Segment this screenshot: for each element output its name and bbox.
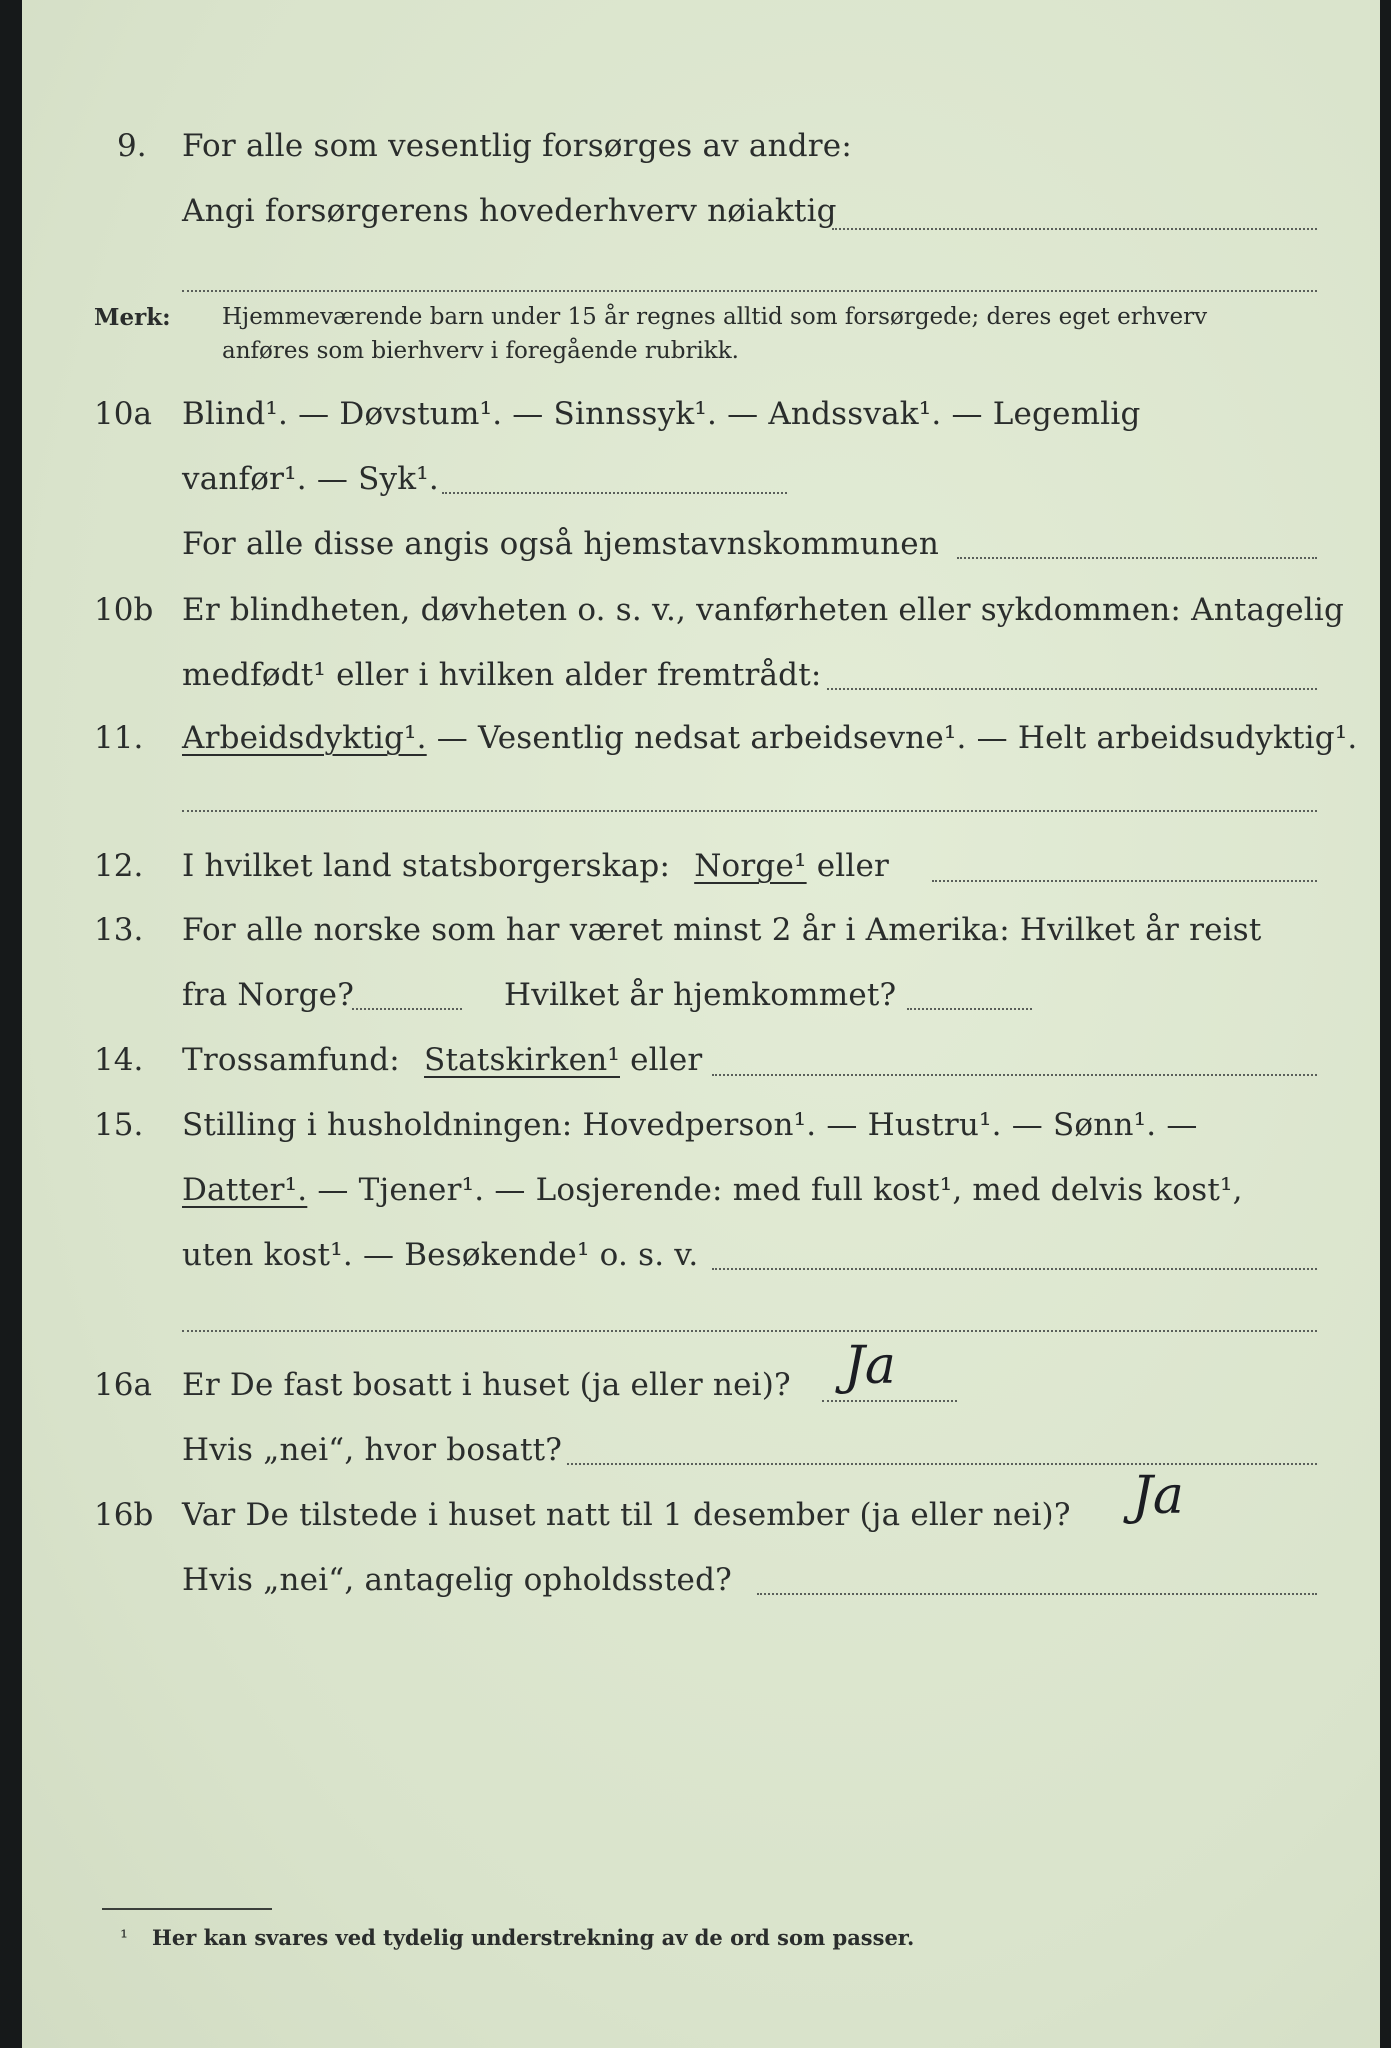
q11-option-arbeidsdyktig[interactable]: Arbeidsdyktig¹. [182,720,427,756]
merk-line1: Hjemmeværende barn under 15 år regnes alltid som forsørgede; deres eget erhverv [222,304,1208,330]
q16a-line1: Er De fast bosatt i huset (ja eller nei)? [182,1367,791,1403]
q15-line3: uten kost¹. — Besøkende¹ o. s. v. [182,1237,699,1273]
q13-year-left-line[interactable] [352,1008,462,1010]
q13-line1: For alle norske som har været minst 2 år i Amerika: Hvilket år reist [182,912,1262,948]
q16a-handwritten-answer: Ja [844,1336,896,1396]
q12-option-norge[interactable]: Norge¹ [694,848,807,884]
q10b-line1: Er blindheten, døvheten o. s. v., vanførheten eller sykdommen: Antagelig [182,592,1345,628]
q12-question: I hvilket land statsborgerskap: [182,848,671,884]
q10a-answer-line[interactable] [442,492,787,494]
q11-answer-line[interactable] [182,810,1317,812]
q12-answer-line[interactable] [932,880,1317,882]
q12-eller: eller [816,848,890,884]
q9-answer-line-2[interactable] [182,290,1317,292]
question-number-12: 12. [94,848,144,884]
q16a-line2: Hvis „nei“, hvor bosatt? [182,1432,563,1468]
q10b-line2: medfødt¹ eller i hvilken alder fremtrådt: [182,657,822,693]
q15-answer-line-2[interactable] [182,1330,1317,1332]
q9-line1: For alle som vesentlig forsørges av andre: [182,128,852,164]
question-number-11: 11. [94,720,144,756]
q9-line2: Angi forsørgerens hovederhverv nøiaktig [182,193,837,229]
footnote-mark: ¹ [120,1925,129,1949]
q16a-answer-line[interactable] [822,1400,957,1402]
merk-line2: anføres som bierhverv i foregående rubrikk. [222,338,739,364]
question-number-15: 15. [94,1107,144,1143]
merk-label: Merk: [94,304,171,331]
census-form-page [22,0,1380,2048]
q11-other-options: — Vesentlig nedsat arbeidsevne¹. — Helt arbeidsudyktig¹. [436,720,1358,756]
question-number-10a: 10a [94,396,152,432]
q15-option-datter[interactable]: Datter¹. [182,1172,308,1208]
q14-question: Trossamfund: [182,1042,400,1078]
q15-line2 [182,1172,1243,1208]
q16b-line2: Hvis „nei“, antagelig opholdssted? [182,1562,732,1598]
q13-year-returned-line[interactable] [907,1008,1032,1010]
q14-answer-line[interactable] [712,1074,1317,1076]
q9-answer-line[interactable] [832,228,1317,230]
q16b-line1: Var De tilstede i huset natt til 1 desember (ja eller nei)? [182,1497,1071,1533]
question-number-9: 9. [117,128,147,164]
q11-line [182,720,1357,756]
question-number-14: 14. [94,1042,144,1078]
q16b-handwritten-answer: Ja [1132,1466,1184,1526]
q15-line1: Stilling i husholdningen: Hovedperson¹. — Hustru¹. — Sønn¹. — [182,1107,1198,1143]
question-number-10b: 10b [94,592,154,628]
q10a-line3: For alle disse angis også hjemstavnskommunen [182,526,939,562]
q12-line [182,848,889,884]
q15-line2-rest: — Tjener¹. — Losjerende: med full kost¹, med delvis kost¹, [317,1172,1243,1208]
q10a-hometown-line[interactable] [957,557,1317,559]
q10b-answer-line[interactable] [827,688,1317,690]
q16b-place-line[interactable] [757,1593,1317,1595]
question-number-16a: 16a [94,1367,152,1403]
question-number-16b: 16b [94,1497,154,1533]
q14-line [182,1042,702,1078]
question-number-13: 13. [94,912,144,948]
q16a-where-line[interactable] [567,1463,1317,1465]
q10a-line2: vanfør¹. — Syk¹. [182,461,439,497]
q14-option-statskirken[interactable]: Statskirken¹ [424,1042,620,1078]
q15-answer-line[interactable] [712,1268,1317,1270]
q10a-line1: Blind¹. — Døvstum¹. — Sinnssyk¹. — Andssvak¹. — Legemlig [182,396,1141,432]
q13-line2b: Hvilket år hjemkommet? [504,977,897,1013]
footnote-rule [102,1908,272,1910]
q13-line2a: fra Norge? [182,977,355,1013]
q14-eller: eller [630,1042,703,1078]
footnote-text: Her kan svares ved tydelig understrekning av de ord som passer. [152,1925,915,1950]
